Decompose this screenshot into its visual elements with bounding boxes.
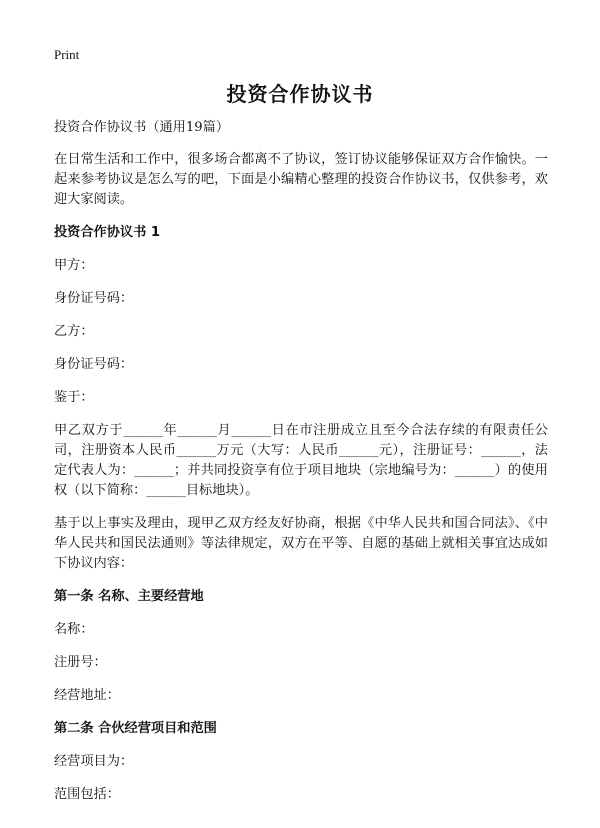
business-scope-field: 范围包括： bbox=[54, 787, 120, 802]
business-address-field: 经营地址： bbox=[54, 688, 120, 703]
registration-number-field: 注册号： bbox=[54, 655, 107, 670]
document-subtitle: 投资合作协议书（通用19篇） bbox=[54, 120, 230, 135]
party-a-field: 甲方： bbox=[54, 258, 94, 273]
article-1-heading: 第一条 名称、主要经营地 bbox=[54, 589, 204, 604]
document-body bbox=[54, 118, 548, 818]
party-b-id-field: 身份证号码： bbox=[54, 357, 134, 372]
document-title: 投资合作协议书 bbox=[226, 82, 374, 106]
basis-paragraph: 基于以上事实及理由，现甲乙双方经友好协商，根据《中华人民共和国合同法》、《中华人民共和国民法通则》等法律规定，双方在平等、自愿的基础上就相关事宜达成如下协议内容： bbox=[54, 516, 548, 571]
business-project-field: 经营项目为： bbox=[54, 754, 134, 769]
party-b-field: 乙方： bbox=[54, 324, 94, 339]
whereas-label: 鉴于： bbox=[54, 390, 94, 405]
print-link[interactable]: Print bbox=[54, 47, 80, 62]
intro-paragraph: 在日常生活和工作中，很多场合都离不了协议，签订协议能够保证双方合作愉快。一起来参考协议是怎么写的吧，下面是小编精心整理的投资合作协议书，仅供参考，欢迎大家阅读。 bbox=[54, 152, 548, 207]
party-a-id-field: 身份证号码： bbox=[54, 291, 134, 306]
company-name-field: 名称： bbox=[54, 622, 94, 637]
article-2-heading: 第二条 合伙经营项目和范围 bbox=[54, 721, 217, 736]
background-paragraph: 甲乙双方于______年______月______日在市注册成立且至今合法存续的有限责任公司，注册资本人民币______万元（大写：人民币______元），注册证号：______，法定代表人为：______；并共同投资享有位于项目地块（宗地编号为：______）的使用权（以下简称：______目标地块）。 bbox=[54, 423, 548, 498]
section-heading: 投资合作协议书 1 bbox=[54, 225, 161, 240]
